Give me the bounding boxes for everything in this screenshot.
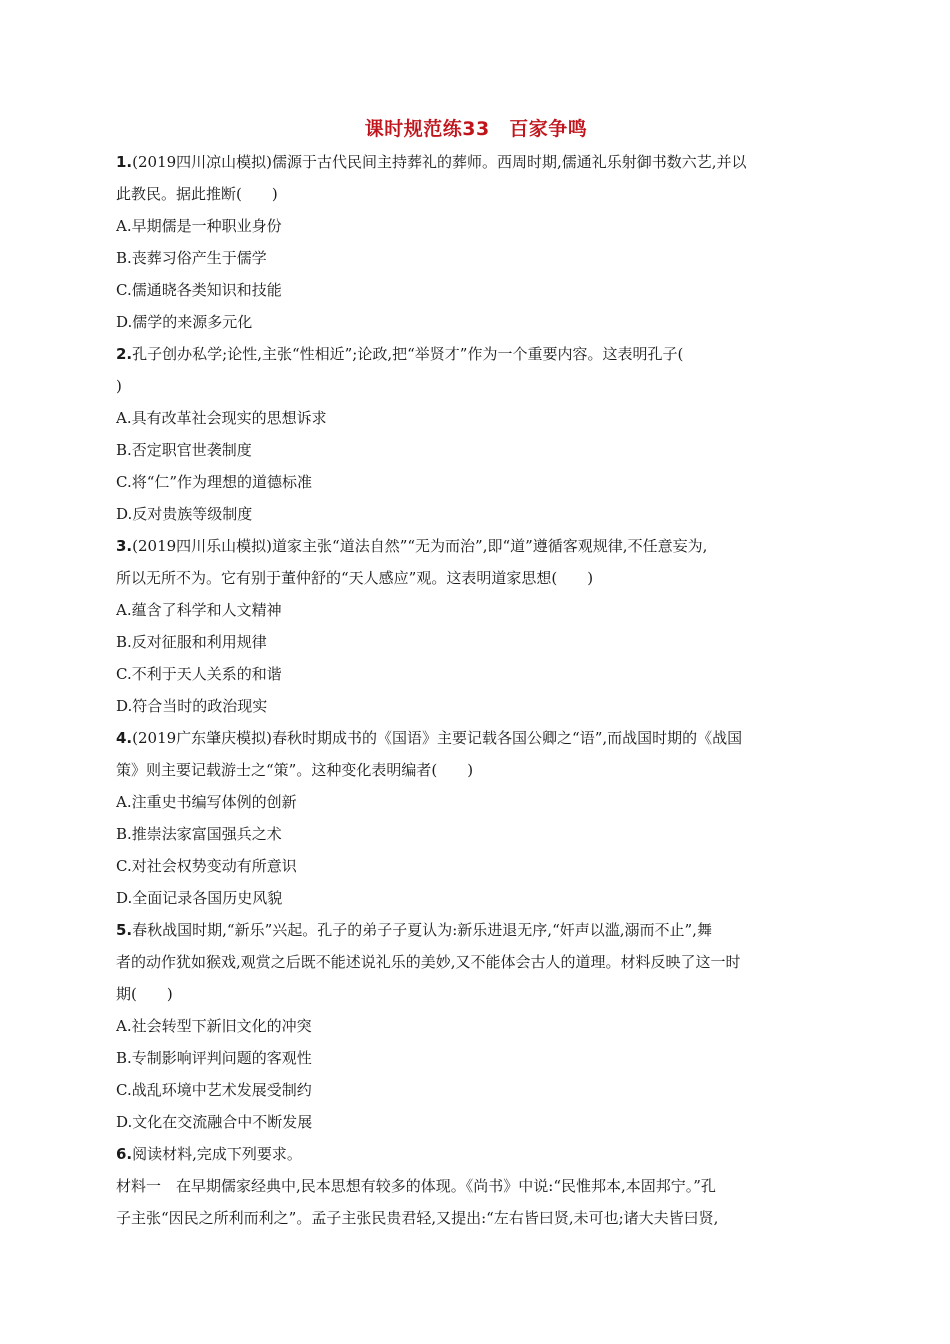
answer-option: C.儒通晓各类知识和技能: [116, 281, 282, 299]
material-block: [116, 1170, 836, 1234]
answer-option: D.反对贵族等级制度: [116, 505, 253, 523]
question-text: (2019广东肇庆模拟)春秋时期成书的《国语》主要记载各国公卿之“语”,而战国时期的《战国: [132, 729, 743, 747]
question-4: [116, 722, 836, 914]
answer-option: A.注重史书编写体例的创新: [116, 793, 297, 811]
page-title: 课时规范练33 百家争鸣: [364, 118, 588, 140]
question-text: 此教民。据此推断( ): [116, 185, 278, 203]
answer-option: D.符合当时的政治现实: [116, 697, 268, 715]
question-number: 5.: [116, 921, 133, 939]
question-stem-line: [116, 946, 836, 978]
answer-option: C.不利于天人关系的和谐: [116, 665, 282, 683]
document-page: [116, 112, 836, 1234]
question-text: 者的动作犹如猴戏,观赏之后既不能述说礼乐的美妙,又不能体会古人的道理。材料反映了这一时: [116, 953, 741, 971]
answer-option: D.文化在交流融合中不断发展: [116, 1113, 313, 1131]
answer-option: C.战乱环境中艺术发展受制约: [116, 1081, 312, 1099]
question-stem-line: [116, 530, 836, 562]
material-line: 子主张“因民之所利而利之”。孟子主张民贵君轻,又提出:“左右皆曰贤,未可也;诸大夫皆曰贤,: [116, 1209, 719, 1227]
question-5: [116, 914, 836, 1138]
answer-option: D.全面记录各国历史风貌: [116, 889, 283, 907]
question-number: 4.: [116, 729, 133, 747]
answer-option: C.将“仁”作为理想的道德标准: [116, 473, 313, 491]
answer-option: A.早期儒是一种职业身份: [116, 217, 282, 235]
question-2: [116, 338, 836, 530]
question-stem-line: [116, 370, 836, 402]
answer-option: B.反对征服和利用规律: [116, 633, 267, 651]
question-number: 2.: [116, 345, 133, 363]
question-3: [116, 530, 836, 722]
question-stem-line: [116, 754, 836, 786]
question-text: (2019四川乐山模拟)道家主张“道法自然”“无为而治”,即“道”遵循客观规律,不任意妄为,: [132, 537, 708, 555]
answer-option: C.对社会权势变动有所意识: [116, 857, 297, 875]
question-stem-line: [116, 338, 836, 370]
question-1: [116, 146, 836, 338]
question-text: (2019四川凉山模拟)儒源于古代民间主持葬礼的葬师。西周时期,儒通礼乐射御书数六艺,并以: [132, 153, 747, 171]
question-text: 期( ): [116, 985, 173, 1003]
question-number: 6.: [116, 1145, 133, 1163]
material-line: 材料一 在早期儒家经典中,民本思想有较多的体现。《尚书》中说:“民惟邦本,本固邦宁。”孔: [116, 1177, 716, 1195]
question-text: 所以无所不为。它有别于董仲舒的“天人感应”观。这表明道家思想( ): [116, 569, 594, 587]
question-6: [116, 1138, 836, 1170]
question-text: 策》则主要记载游士之“策”。这种变化表明编者( ): [116, 761, 474, 779]
question-text: 孔子创办私学;论性,主张“性相近”;论政,把“举贤才”作为一个重要内容。这表明孔子(: [132, 345, 684, 363]
question-stem-line: [116, 914, 836, 946]
answer-option: B.推崇法家富国强兵之术: [116, 825, 282, 843]
answer-option: A.社会转型下新旧文化的冲突: [116, 1017, 312, 1035]
answer-option: B.否定职官世袭制度: [116, 441, 252, 459]
answer-option: B.专制影响评判问题的客观性: [116, 1049, 312, 1067]
question-text: 阅读材料,完成下列要求。: [132, 1145, 302, 1163]
question-stem-line: [116, 1138, 836, 1170]
question-list: [116, 146, 836, 1170]
answer-option: A.具有改革社会现实的思想诉求: [116, 409, 327, 427]
question-number: 3.: [116, 537, 133, 555]
question-number: 1.: [116, 153, 133, 171]
question-text: 春秋战国时期,“新乐”兴起。孔子的弟子子夏认为:新乐进退无序,“奸声以滥,溺而不止”,舞: [132, 921, 712, 939]
question-text: ): [116, 377, 122, 395]
answer-option: D.儒学的来源多元化: [116, 313, 253, 331]
question-stem-line: [116, 722, 836, 754]
question-stem-line: [116, 146, 836, 178]
answer-option: A.蕴含了科学和人文精神: [116, 601, 282, 619]
question-stem-line: [116, 978, 836, 1010]
answer-option: B.丧葬习俗产生于儒学: [116, 249, 267, 267]
question-stem-line: [116, 562, 836, 594]
question-stem-line: [116, 178, 836, 210]
